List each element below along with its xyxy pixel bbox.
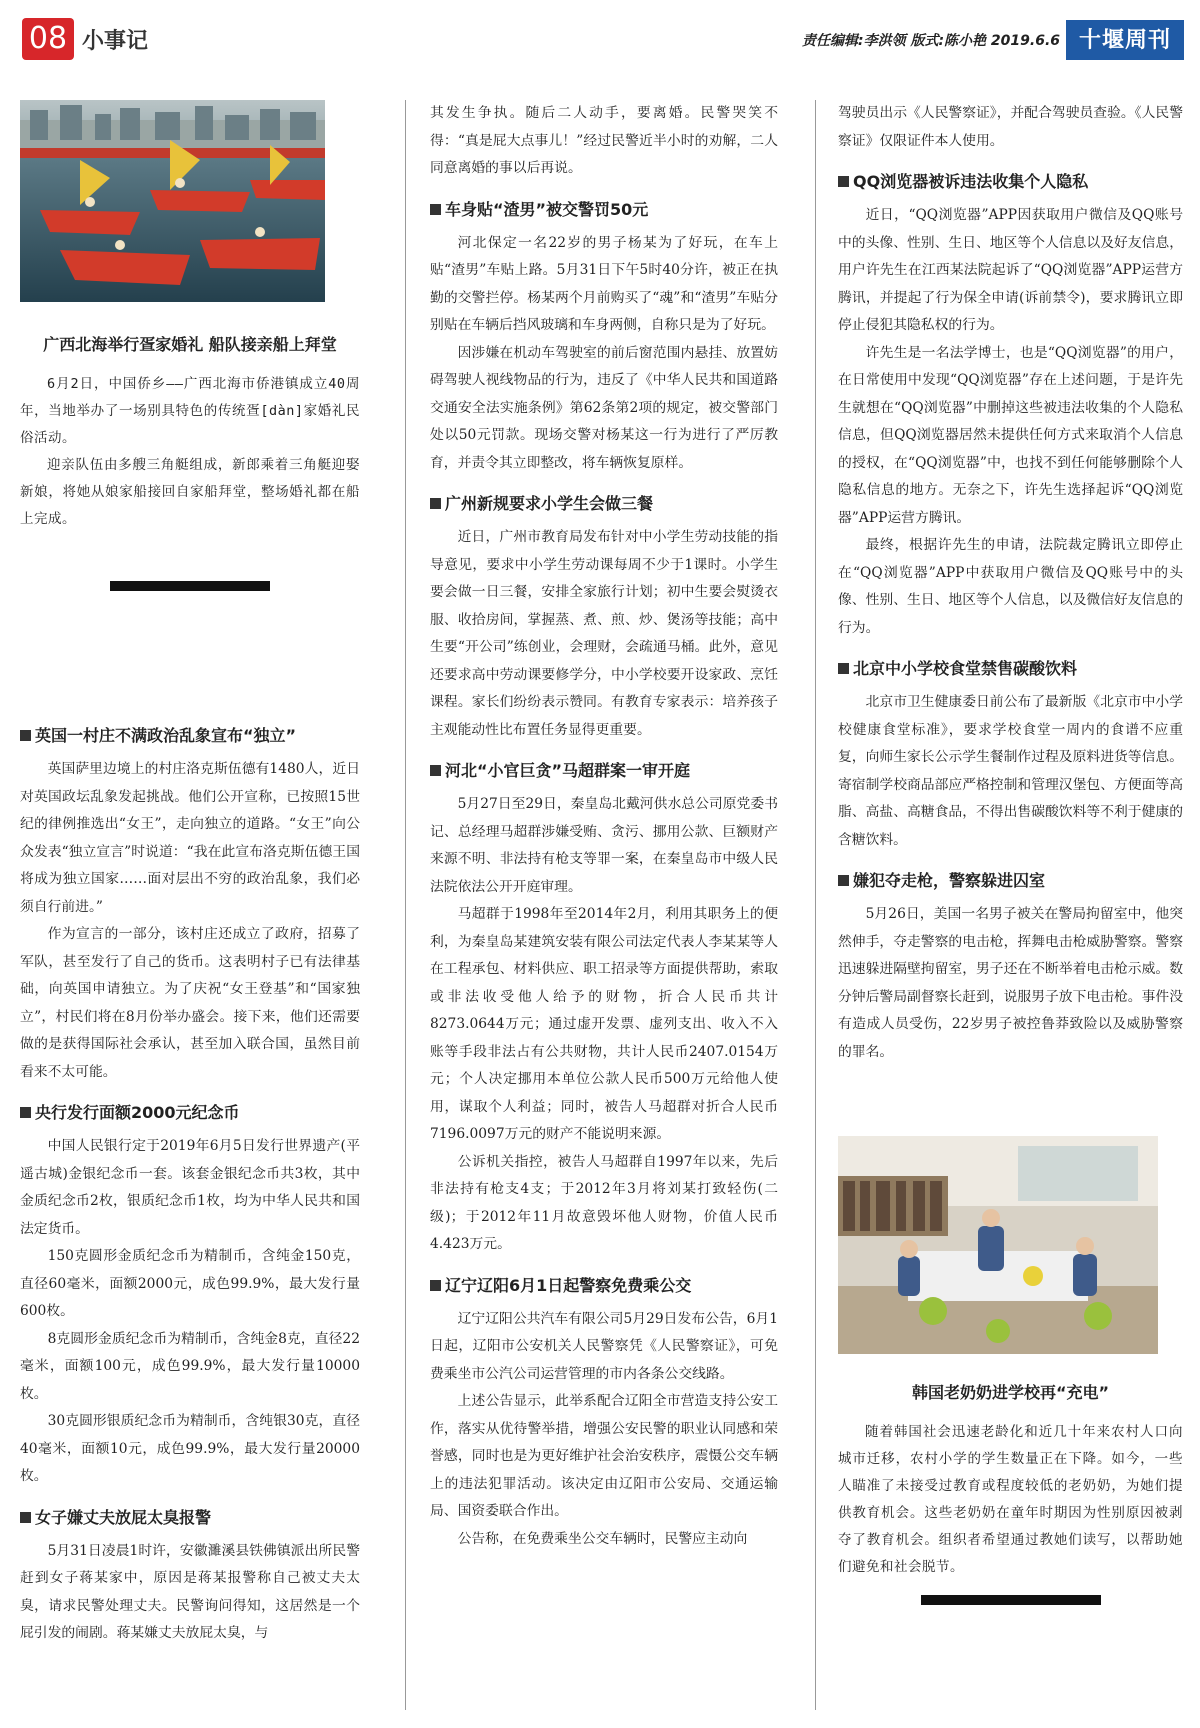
article-paragraph: 最终，根据许先生的申请，法院裁定腾讯立即停止在“QQ浏览器”APP中获取用户微信及QQ账号中的头像、性别、生日、地区等个人信息，以及微信好友信息的行为。 [838, 537, 1183, 636]
article-paragraph: 许先生是一名法学博士，也是“QQ浏览器”的用户，在日常使用中发现“QQ浏览器”存在上述问题，于是许先生就想在“QQ浏览器”中删掉这些被违法收集的个人隐私信息，但QQ浏览器居然未提供任何方式来取消个人信息的授权，在“QQ浏览器”中，也找不到任何能够删除个人隐私信息的地方。无奈之下，许先生选择起诉“QQ浏览器”APP运营方腾讯。 [838, 344, 1183, 526]
article-guangzhou-meals [430, 491, 778, 744]
article-paragraph: 公诉机关指控，被告人马超群自1997年以来，先后非法持有枪支4支；于2012年3月将刘某打致轻伤(二级)；于2012年11月故意毁坏他人财物，价值人民币4.423万元。 [430, 1153, 778, 1252]
article-title: 英国一村庄不满政治乱象宣布“独立” [20, 723, 360, 746]
article-paragraph: 近日，“QQ浏览器”APP因获取用户微信及QQ账号中的头像、性别、生日、地区等个人信息以及好友信息，用户许先生在江西某法院起诉了“QQ浏览器”APP运营方腾讯，并提起了行为保全申请(诉前禁令)，要求腾讯立即停止侵犯其隐私权的行为。 [838, 207, 1183, 333]
page-number: 08 [22, 18, 74, 60]
article-corruption-case [430, 758, 778, 1259]
section-title: 小事记 [82, 29, 149, 54]
masthead-logo [1066, 20, 1184, 60]
bullet-square-icon [430, 498, 441, 509]
column-divider [815, 100, 816, 1710]
article-title: 北京中小学校食堂禁售碳酸饮料 [838, 656, 1183, 679]
article-title: 河北“小官巨贪”马超群案一审开庭 [430, 758, 778, 781]
photo-caption-title: 广西北海举行疍家婚礼 船队接亲船上拜堂 [43, 335, 337, 354]
article-paragraph: 作为宣言的一部分，该村庄还成立了政府，招募了军队，甚至发行了自己的货币。这表明村子已有法律基础，向英国申请独立。为了庆祝“女王登基”和“国家独立”，村民们将在8月份举办盛会。接下来，他们还需要做的是获得国际社会承认，甚至加入联合国，虽然目前看来不太可能。 [20, 926, 360, 1080]
article-paragraph: 因涉嫌在机动车驾驶室的前后窗范围内悬挂、放置妨碍驾驶人视线物品的行为，违反了《中华人民共和国道路交通安全法实施条例》第62条第2项的规定，被交警部门处以50元罚款。现场交警对杨某这一行为进行了严厉教育，并责令其立即整改，将车辆恢复原样。 [430, 344, 778, 471]
bullet-square-icon [838, 176, 849, 187]
article-paragraph: 驾驶员出示《人民警察证》，并配合驾驶员查验。《人民警察证》仅限证件本人使用。 [838, 105, 1183, 149]
classroom-illustration [838, 1136, 1158, 1354]
bullet-square-icon [430, 765, 441, 776]
editor-credits: 责任编辑:李洪领 版式:陈小艳 2019.6.6 [801, 33, 1060, 49]
wedding-boats-illustration [20, 100, 325, 302]
article-title: 嫌犯夺走枪，警察躲进囚室 [838, 868, 1183, 891]
article-paragraph: 5月27日至29日，秦皇岛北戴河供水总公司原党委书记、总经理马超群涉嫌受贿、贪污、挪用公款、巨额财产来源不明、非法持有枪支等罪一案，在秦皇岛市中级人民法院依法公开开庭审理。 [430, 796, 778, 895]
article-paragraph: 150克圆形金质纪念币为精制币，含纯金150克，直径60毫米，面额2000元，成色99.9%，最大发行量600枚。 [20, 1248, 360, 1319]
section-divider-bar [921, 1595, 1101, 1605]
article-paragraph: 30克圆形银质纪念币为精制币，含纯银30克，直径40毫米，面额10元，成色99.9%，最大发行量20000枚。 [20, 1413, 360, 1484]
photo-caption-title: 韩国老奶奶进学校再“充电” [911, 1383, 1110, 1402]
page-header [0, 0, 1200, 72]
caption-paragraph: 随着韩国社会迅速老龄化和近几十年来农村人口向城市迁移，农村小学的学生数量正在下降。如今，一些人瞄准了未接受过教育或程度较低的老奶奶，为她们提供教育机会。这些老奶奶在童年时期因为性别原因被剥夺了教育机会。组织者希望通过教她们读写，以帮助她们避免和社会脱节。 [838, 1424, 1183, 1575]
article-paragraph: 河北保定一名22岁的男子杨某为了好玩，在车上贴“渣男”车贴上路。5月31日下午5时40分许，被正在执勤的交警拦停。杨某两个月前购买了“魂”和“渣男”车贴分别贴在车辆后挡风玻璃和车身两侧，自称只是为了好玩。 [430, 234, 778, 333]
article-paragraph: 上述公告显示，此举系配合辽阳全市营造支持公安工作，落实从优待警举措，增强公安民警的职业认同感和荣誉感，同时也是为更好维护社会治安秩序，震慑公交车辆上的违法犯罪活动。该决定由辽阳市公安局、交通运输局、国资委联合作出。 [430, 1393, 778, 1519]
column-2 [430, 100, 778, 1567]
article-taser [838, 868, 1183, 1066]
article-title: 央行发行面额2000元纪念币 [20, 1100, 360, 1123]
article-paragraph: 公告称，在免费乘坐公交车辆时，民警应主动向 [457, 1530, 748, 1547]
article-paragraph: 辽宁辽阳公共汽车有限公司5月29日发布公告，6月1日起，辽阳市公安机关人民警察凭《人民警察证》，可免费乘坐市公汽公司运营管理的市内各条公交线路。 [430, 1310, 778, 1382]
article-title: QQ浏览器被诉违法收集个人隐私 [838, 169, 1183, 192]
caption-paragraph: 迎亲队伍由多艘三角艇组成，新郎乘着三角艇迎娶新娘，将她从娘家船接回自家船拜堂，整场婚礼都在船上完成。 [20, 457, 360, 527]
bullet-square-icon [430, 204, 441, 215]
article-paragraph: 中国人民银行定于2019年6月5日发行世界遗产(平遥古城)金银纪念币一套。该套金银纪念币共3枚，其中金质纪念币2枚，银质纪念币1枚，均为中华人民共和国法定货币。 [20, 1138, 360, 1237]
photo-caption-body [20, 371, 360, 533]
masthead-text: 十堰周刊 [1078, 27, 1171, 53]
article-beijing-canteen [838, 656, 1183, 854]
article-liaoyang-bus [430, 1273, 778, 1554]
article-title: 辽宁辽阳6月1日起警察免费乘公交 [430, 1273, 778, 1296]
article-continued [838, 100, 1183, 155]
article-car-sticker [430, 197, 778, 478]
wedding-boats-photo [20, 100, 325, 302]
bullet-square-icon [20, 1107, 31, 1118]
article-qq-browser [838, 169, 1183, 642]
column-divider [405, 100, 406, 1710]
section-divider-bar [110, 581, 270, 591]
bullet-square-icon [20, 730, 31, 741]
article-title: 女子嫌丈夫放屁太臭报警 [20, 1505, 360, 1528]
article-paragraph: 英国萨里边境上的村庄洛克斯伍德有1480人，近日对英国政坛乱象发起挑战。他们公开宣称，已按照15世纪的律例推选出“女王”，走向独立的道路。“女王”向公众发表“独立宣言”时说道：“我在此宣布洛克斯伍德王国将成为独立国家……面对层出不穷的政治乱象，我们必须自行前进。” [20, 761, 360, 915]
column-1 [20, 100, 360, 1662]
article-paragraph: 近日，广州市教育局发布针对中小学生劳动技能的指导意见，要求中小学生劳动课每周不少于1课时。小学生要会做一日三餐，安排全家旅行计划；初中生要会熨烫衣服、收拾房间，掌握蒸、煮、煎、炒、煲汤等技能；高中生要“开公司”练创业，会理财，会疏通马桶。此外，意见还要求高中劳动课要修学分，中小学校要开设家政、烹饪课程。家长们纷纷表示赞同。有教育专家表示：培养孩子主观能动性比布置任务显得更重要。 [430, 529, 778, 738]
bullet-square-icon [20, 1512, 31, 1523]
article-paragraph: 其发生争执。随后二人动手，要离婚。民警哭笑不得：“真是屁大点事儿！”经过民警近半小时的劝解，二人同意离婚的事以后再说。 [430, 105, 778, 176]
article-uk-village [20, 723, 360, 1086]
article-title: 广州新规要求小学生会做三餐 [430, 491, 778, 514]
bullet-square-icon [838, 663, 849, 674]
bullet-square-icon [430, 1280, 441, 1291]
article-paragraph: 8克圆形金质纪念币为精制币，含纯金8克，直径22毫米，面额100元，成色99.9%，最大发行量10000枚。 [20, 1330, 360, 1402]
article-paragraph: 北京市卫生健康委日前公布了最新版《北京市中小学校健康食堂标准》，要求学校食堂一周内的食谱不应重复，向师生家长公示学生餐制作过程及原料进货等信息。寄宿制学校商品部应严格控制和管理汉堡包、方便面等高脂、高盐、高糖食品，不得出售碳酸饮料等不利于健康的含糖饮料。 [838, 694, 1183, 848]
caption-paragraph: 6月2日，中国侨乡——广西北海市侨港镇成立40周年，当地举办了一场别具特色的传统疍[dàn]家婚礼民俗活动。 [20, 376, 360, 446]
classroom-photo [838, 1136, 1158, 1354]
article-police-report [20, 1505, 360, 1648]
article-paragraph: 5月31日凌晨1时许，安徽濉溪县铁佛镇派出所民警赶到女子蒋某家中，原因是蒋某报警称自己被丈夫太臭，请求民警处理丈夫。民警询问得知，这居然是一个屁引发的闹剧。蒋某嫌丈夫放屁太臭，与 [20, 1542, 360, 1641]
article-continued [430, 100, 778, 183]
column-3 [838, 100, 1183, 1605]
article-coin [20, 1100, 360, 1491]
article-title: 车身贴“渣男”被交警罚50元 [430, 197, 778, 220]
bullet-square-icon [838, 875, 849, 886]
photo-caption-body [838, 1419, 1183, 1581]
article-paragraph: 5月26日，美国一名男子被关在警局拘留室中，他突然伸手，夺走警察的电击枪，挥舞电击枪威胁警察。警察迅速躲进隔壁拘留室，男子还在不断举着电击枪示威。数分钟后警局副督察长赶到，说服男子放下电击枪。事件没有造成人员受伤，22岁男子被控鲁莽致险以及威胁警察的罪名。 [838, 906, 1183, 1060]
article-paragraph: 马超群于1998年至2014年2月，利用其职务上的便利，为秦皇岛某建筑安装有限公司法定代表人李某某等人在工程承包、材料供应、职工招录等方面提供帮助，索取或非法收受他人给予的财物，折合人民币共计8273.0644万元；通过虚开发票、虚列支出、收入不入账等手段非法占有公共财物，共计人民币2407.0154万元；个人决定挪用本单位公款人民币500万元给他人使用，谋取个人利益；同时，被告人马超群对折合人民币7196.0097万元的财产不能说明来源。 [430, 906, 778, 1142]
